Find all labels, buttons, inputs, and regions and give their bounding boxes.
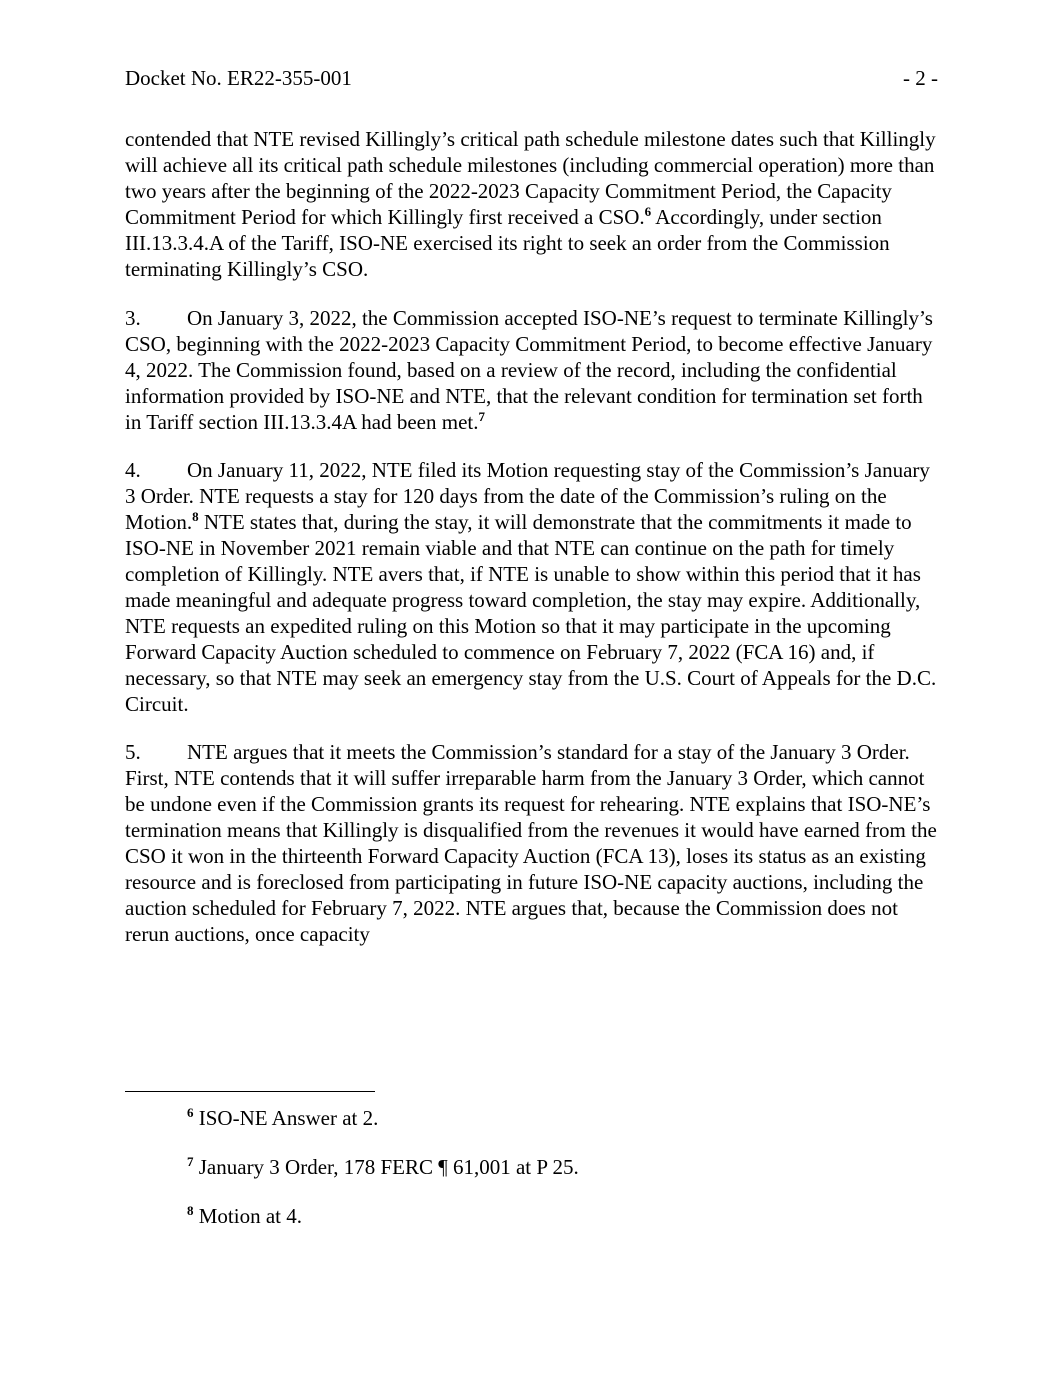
footnote-separator (125, 1091, 375, 1092)
footnote-7 (187, 1154, 579, 1180)
paragraph-text: Accordingly, under section III.13.3.4.A of the Tariff, ISO-NE exercised its right to seek an order from the Commission terminating Killingly’s CSO. (125, 205, 890, 281)
page-header (125, 64, 938, 92)
footnote-text: Motion at 4. (193, 1204, 302, 1228)
footnote-text: January 3 Order, 178 FERC ¶ 61,001 at P 25. (193, 1155, 579, 1179)
paragraph-text: NTE states that, during the stay, it will demonstrate that the commitments it made to ISO-NE in November 2021 remain viable and that NTE can continue on the path for timely completion of Killingly. NTE avers that, if NTE is unable to show within this period that it has made meaningful and adequate progress toward completion, the stay may expire. Additionally, NTE requests an expedited ruling on this Motion so that it may participate in the upcoming Forward Capacity Auction scheduled to commence on February 7, 2022 (FCA 16) and, if necessary, so that NTE may seek an emergency stay from the U.S. Court of Appeals for the D.C. Circuit. (125, 510, 937, 716)
footnote-reference[interactable]: 7 (478, 409, 485, 424)
paragraph-3 (125, 305, 938, 435)
paragraph-5 (125, 739, 938, 947)
paragraph-text: NTE argues that it meets the Commission’s standard for a stay of the January 3 Order. First, NTE contends that it will suffer irreparable harm from the January 3 Order, which cannot be undone even if the Commission grants its request for rehearing. NTE explains that ISO-NE’s termination means that Killingly is disqualified from the revenues it would have earned from the CSO it won in the thirteenth Forward Capacity Auction (FCA 13), loses its status as an existing resource and is foreclosed from participating in future ISO-NE capacity auctions, including the auction scheduled for February 7, 2022. NTE argues that, because the Commission does not rerun auctions, once capacity (125, 740, 937, 946)
paragraph-number: 5. (125, 740, 141, 764)
docket-number: Docket No. ER22-355-001 (125, 66, 352, 90)
paragraph-text: On January 3, 2022, the Commission accepted ISO-NE’s request to terminate Killingly’s CSO, beginning with the 2022-2023 Capacity Commitment Period, to become effective January 4, 2022. The Commission found, based on a review of the record, including the confidential information provided by ISO-NE and NTE, that the relevant condition for termination set forth in Tariff section III.13.3.4A had been met. (125, 306, 933, 434)
paragraph-4 (125, 457, 938, 717)
footnote-number: 6 (187, 1105, 194, 1120)
paragraph-text: contended that NTE revised Killingly’s critical path schedule milestone dates such that Killingly will achieve all its critical path schedule milestones (including commercial operation) more than two years after the beginning of the 2022-2023 Capacity Commitment Period, the Capacity Commitment Period for which Killingly first received a CSO. (125, 127, 936, 229)
footnote-text: ISO-NE Answer at 2. (193, 1106, 379, 1130)
continuation-paragraph (125, 126, 938, 282)
footnote-reference[interactable]: 8 (192, 509, 199, 524)
footnote-reference[interactable]: 6 (644, 204, 652, 219)
paragraph-number: 4. (125, 458, 141, 482)
page-number: - 2 - (903, 66, 938, 90)
footnote-6 (187, 1105, 378, 1131)
footnote-number: 8 (187, 1203, 194, 1218)
footnote-8 (187, 1203, 302, 1229)
paragraph-number: 3. (125, 306, 141, 330)
footnote-number: 7 (187, 1154, 194, 1169)
paragraph-text: On January 11, 2022, NTE filed its Motion requesting stay of the Commission’s January 3 Order. NTE requests a stay for 120 days from the date of the Commission’s ruling on the Motion. (125, 458, 930, 534)
